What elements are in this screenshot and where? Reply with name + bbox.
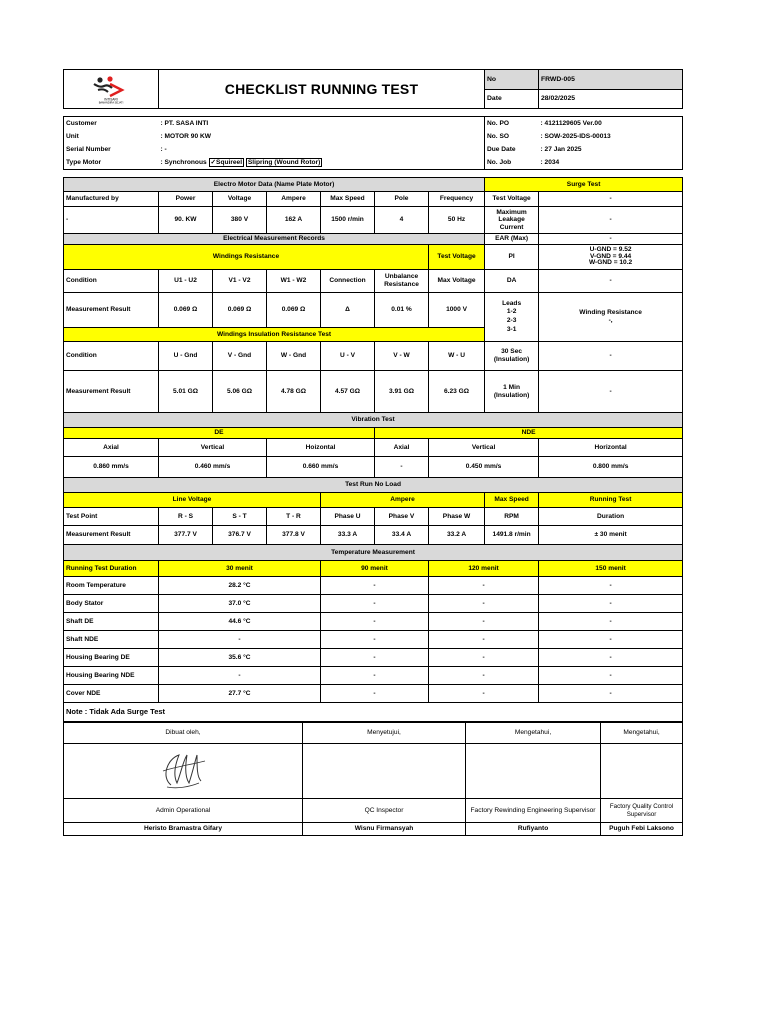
note-text: Note : Tidak Ada Surge Test [64,703,683,722]
voltage-label: Voltage [213,192,267,207]
temp-value: - [429,595,539,613]
temp-value: - [539,667,683,685]
running-test-title: Running Test [539,493,683,508]
info-table [63,116,683,170]
temp-value: - [539,631,683,649]
rpm-label: RPM [485,508,539,526]
lead-1-2: 1-2 [506,308,517,316]
company-logo [64,70,159,109]
de-horizontal-label: Hoizontal [267,439,375,457]
sig-header-created: Dibuat oleh, [64,723,303,744]
windings-resistance-title: Windings Resistance [64,245,429,270]
role-admin: Admin Operational [64,799,303,823]
power-value: 90. KW [159,207,213,234]
nde-axial-label: Axial [375,439,429,457]
so-value: : SOW-2025-IDS-00013 [540,132,611,140]
temp-value: - [429,577,539,595]
customer-label: Customer [66,119,97,127]
unit-value: : MOTOR 90 KW [160,132,211,140]
temp-value: - [321,577,429,595]
temp-value: - [539,613,683,631]
svg-text:BAMANDIRA SEJATI: BAMANDIRA SEJATI [98,101,124,104]
v-gnd-label: V - Gnd [213,342,267,371]
leads-cell [485,293,539,342]
connection-label: Connection [321,270,375,293]
de-vertical-value: 0.460 mm/s [159,457,267,478]
max-speed-label: Max Speed [321,192,375,207]
ampere-title: Ampere [321,493,485,508]
u-v-label: U - V [321,342,375,371]
temp-value: - [539,649,683,667]
lead-3-1: 3-1 [506,325,517,333]
v-w-label: V - W [375,342,429,371]
temp-row-label: Shaft DE [64,613,159,631]
name-engineering: Rufiyanto [466,823,601,836]
line-voltage-title: Line Voltage [64,493,321,508]
frequency-value: 50 Hz [429,207,485,234]
nde-vertical-value: 0.450 mm/s [429,457,539,478]
temp-row-label: Body Stator [64,595,159,613]
temp-value: - [321,667,429,685]
measurement-table [63,177,683,722]
rpm-value: 1491.8 r/min [485,526,539,545]
pi-w-gnd: W-GND = 10.2 [588,259,633,267]
w1-w2-label: W1 - W2 [267,270,321,293]
manufactured-by-value: - [64,207,159,234]
ear-max-label: EAR (Max) [485,234,539,245]
r-s-value: 377.7 V [159,526,213,545]
phase-w-label: Phase W [429,508,485,526]
type-squirrel-checkbox: ✓Squireel [210,158,243,166]
nde-horizontal-value: 0.800 mm/s [539,457,683,478]
temp-col-90: 90 menit [321,561,429,577]
sig-header-approved: Menyetujui, [303,723,466,744]
name-admin: Heristo Bramastra Gifary [64,823,303,836]
vibration-test-title: Vibration Test [64,413,683,428]
sig-header-acknowledged-1: Mengetahui, [466,723,601,744]
due-date-label: Due Date [485,143,539,156]
phase-w-value: 33.2 A [429,526,485,545]
page-title: CHECKLIST RUNNING TEST [159,70,485,109]
role-engineering: Factory Rewinding Engineering Supervisor [466,799,601,823]
nde-axial-value: - [375,457,429,478]
phase-u-label: Phase U [321,508,375,526]
temp-value: - [539,685,683,703]
sec30-value: - [539,342,683,371]
v-w-value: 3.91 GΩ [375,371,429,413]
de-axial-value: 0.860 mm/s [64,457,159,478]
serial-label: Serial Number [66,145,111,153]
connection-value: Δ [321,293,375,328]
surge-test-voltage-label: Test Voltage [485,192,539,207]
signature-area-engineering [466,744,601,799]
name-quality: Puguh Febi Laksono [601,823,683,836]
w1-w2-value: 0.069 Ω [267,293,321,328]
temp-value: - [429,649,539,667]
unbalance-value: 0.01 % [375,293,429,328]
temp-value: 28.2 °C [159,577,321,595]
phase-v-value: 33.4 A [375,526,429,545]
nameplate-title: Electro Motor Data (Name Plate Motor) [64,178,485,192]
pole-label: Pole [375,192,429,207]
logo-mark-icon [88,74,134,104]
winding-resistance-value: -, [608,317,613,324]
max-voltage-label: Max Voltage [429,270,485,293]
run-measurement-label: Measurement Result [64,526,159,545]
role-quality: Factory Quality Control Supervisor [601,799,683,823]
min1-label-1: 1 Min [503,383,521,391]
vibration-de-label: DE [64,428,375,439]
min1-label [485,371,539,413]
u-gnd-label: U - Gnd [159,342,213,371]
min1-label-2: (Insulation) [493,391,530,399]
temp-row-label: Shaft NDE [64,631,159,649]
nde-vertical-label: Vertical [429,439,539,457]
po-value: : 4121129605 Ver.00 [540,119,602,127]
w-u-label: W - U [429,342,485,371]
u1-u2-label: U1 - U2 [159,270,213,293]
test-point-label: Test Point [64,508,159,526]
temp-value: - [539,595,683,613]
type-synchronous: : Synchronous [160,158,207,166]
u-gnd-value: 5.01 GΩ [159,371,213,413]
so-label: No. SO [485,130,539,143]
running-duration-label: Running Test Duration [64,561,159,577]
header-table [63,69,683,109]
phase-u-value: 33.3 A [321,526,375,545]
s-t-value: 376.7 V [213,526,267,545]
name-qc: Wisnu Firmansyah [303,823,466,836]
phase-v-label: Phase V [375,508,429,526]
pi-u-gnd: U-GND = 9.52 [589,245,632,253]
test-voltage-title: Test Voltage [429,245,485,270]
ear-max-value: - [539,234,683,245]
doc-no-value: FRWD-005 [539,70,683,90]
pole-value: 4 [375,207,429,234]
unit-label: Unit [66,132,79,140]
temp-value: - [321,649,429,667]
job-value: : 2034 [540,158,560,166]
r-s-label: R - S [159,508,213,526]
de-vertical-label: Vertical [159,439,267,457]
handwritten-signature [153,747,213,793]
type-motor-label: Type Motor [66,158,102,166]
temp-value: - [159,667,321,685]
min1-value: - [539,371,683,413]
temp-value: 27.7 °C [159,685,321,703]
temperature-title: Temperature Measurement [64,545,683,561]
temp-value: - [429,613,539,631]
temp-row-label: Housing Bearing DE [64,649,159,667]
winding-resistance-cell [539,293,683,342]
t-r-label: T - R [267,508,321,526]
s-t-label: S - T [213,508,267,526]
da-label: DA [485,270,539,293]
pi-v-gnd: V-GND = 9.44 [589,252,632,260]
leakage-current-label: Maximum Leakage Current [485,207,539,234]
ampere-label: Ampere [267,192,321,207]
temp-value: - [429,631,539,649]
lead-2-3: 2-3 [506,317,517,324]
vibration-nde-label: NDE [375,428,683,439]
frequency-label: Frequency [429,192,485,207]
checklist-sheet [63,69,682,836]
temp-value: - [321,613,429,631]
sec30-label-2: (Insulation) [493,356,530,363]
max-speed-title: Max Speed [485,493,539,508]
due-date-value: : 27 Jan 2025 [540,145,582,153]
signature-area-admin [64,744,303,799]
sig-header-acknowledged-2: Mengetahui, [601,723,683,744]
unbalance-resistance-label: Unbalance Resistance [375,270,429,293]
da-value: - [539,270,683,293]
customer-value: : PT. SASA INTI [160,119,209,127]
signature-area-quality [601,744,683,799]
job-label: No. Job [485,156,539,170]
de-horizontal-value: 0.660 mm/s [267,457,375,478]
max-voltage-value: 1000 V [429,293,485,328]
v1-v2-value: 0.069 Ω [213,293,267,328]
svg-text:INTISARI: INTISARI [104,97,118,102]
nde-horizontal-label: Horizontal [539,439,683,457]
max-speed-value: 1500 r/min [321,207,375,234]
doc-no-label: No [485,70,539,90]
temp-value: - [321,631,429,649]
v-gnd-value: 5.06 GΩ [213,371,267,413]
de-axial-label: Axial [64,439,159,457]
surge-test-voltage-value: - [539,192,683,207]
power-label: Power [159,192,213,207]
duration-value: ± 30 menit [539,526,683,545]
temp-col-150: 150 menit [539,561,683,577]
temp-value: 35.6 °C [159,649,321,667]
temp-row-label: Housing Bearing NDE [64,667,159,685]
role-qc: QC Inspector [303,799,466,823]
date-label: Date [485,90,539,109]
sec30-label [485,342,539,371]
t-r-value: 377.8 V [267,526,321,545]
temp-row-label: Cover NDE [64,685,159,703]
manufactured-by-label: Manufactured by [64,192,159,207]
u1-u2-value: 0.069 Ω [159,293,213,328]
temp-value: - [159,631,321,649]
insulation-condition-label: Condition [64,342,159,371]
duration-label: Duration [539,508,683,526]
temp-row-label: Room Temperature [64,577,159,595]
u-v-value: 4.57 GΩ [321,371,375,413]
electrical-records-title: Electrical Measurement Records [64,234,485,245]
temp-value: 37.0 °C [159,595,321,613]
date-value: 28/02/2025 [539,90,683,109]
pi-values [539,245,683,270]
type-motor-options [159,156,485,170]
condition-label: Condition [64,270,159,293]
serial-value: : - [160,145,167,153]
signature-table [63,722,683,836]
pi-label: PI [485,245,539,270]
leads-label: Leads [502,299,522,307]
temp-col-120: 120 menit [429,561,539,577]
temp-value: 44.6 °C [159,613,321,631]
leakage-current-value: - [539,207,683,234]
winding-resistance-label: Winding Resistance [579,309,642,317]
type-slipring-checkbox: Slipring (Wound Rotor) [247,158,321,166]
w-gnd-label: W - Gnd [267,342,321,371]
ampere-value: 162 A [267,207,321,234]
po-label: No. PO [485,117,539,131]
sec30-label-1: 30 Sec [501,348,523,356]
surge-test-title: Surge Test [485,178,683,192]
temp-value: - [429,685,539,703]
insulation-measurement-label: Measurement Result [64,371,159,413]
v1-v2-label: V1 - V2 [213,270,267,293]
temp-value: - [429,667,539,685]
temp-value: - [321,685,429,703]
w-u-value: 6.23 GΩ [429,371,485,413]
signature-area-qc [303,744,466,799]
temp-value: - [321,595,429,613]
winding-measurement-label: Measurement Result [64,293,159,328]
run-no-load-title: Test Run No Load [64,478,683,493]
voltage-value: 380 V [213,207,267,234]
w-gnd-value: 4.78 GΩ [267,371,321,413]
temp-col-30: 30 menit [159,561,321,577]
insulation-test-title: Windings Insulation Resistance Test [64,328,485,342]
temp-value: - [539,577,683,595]
